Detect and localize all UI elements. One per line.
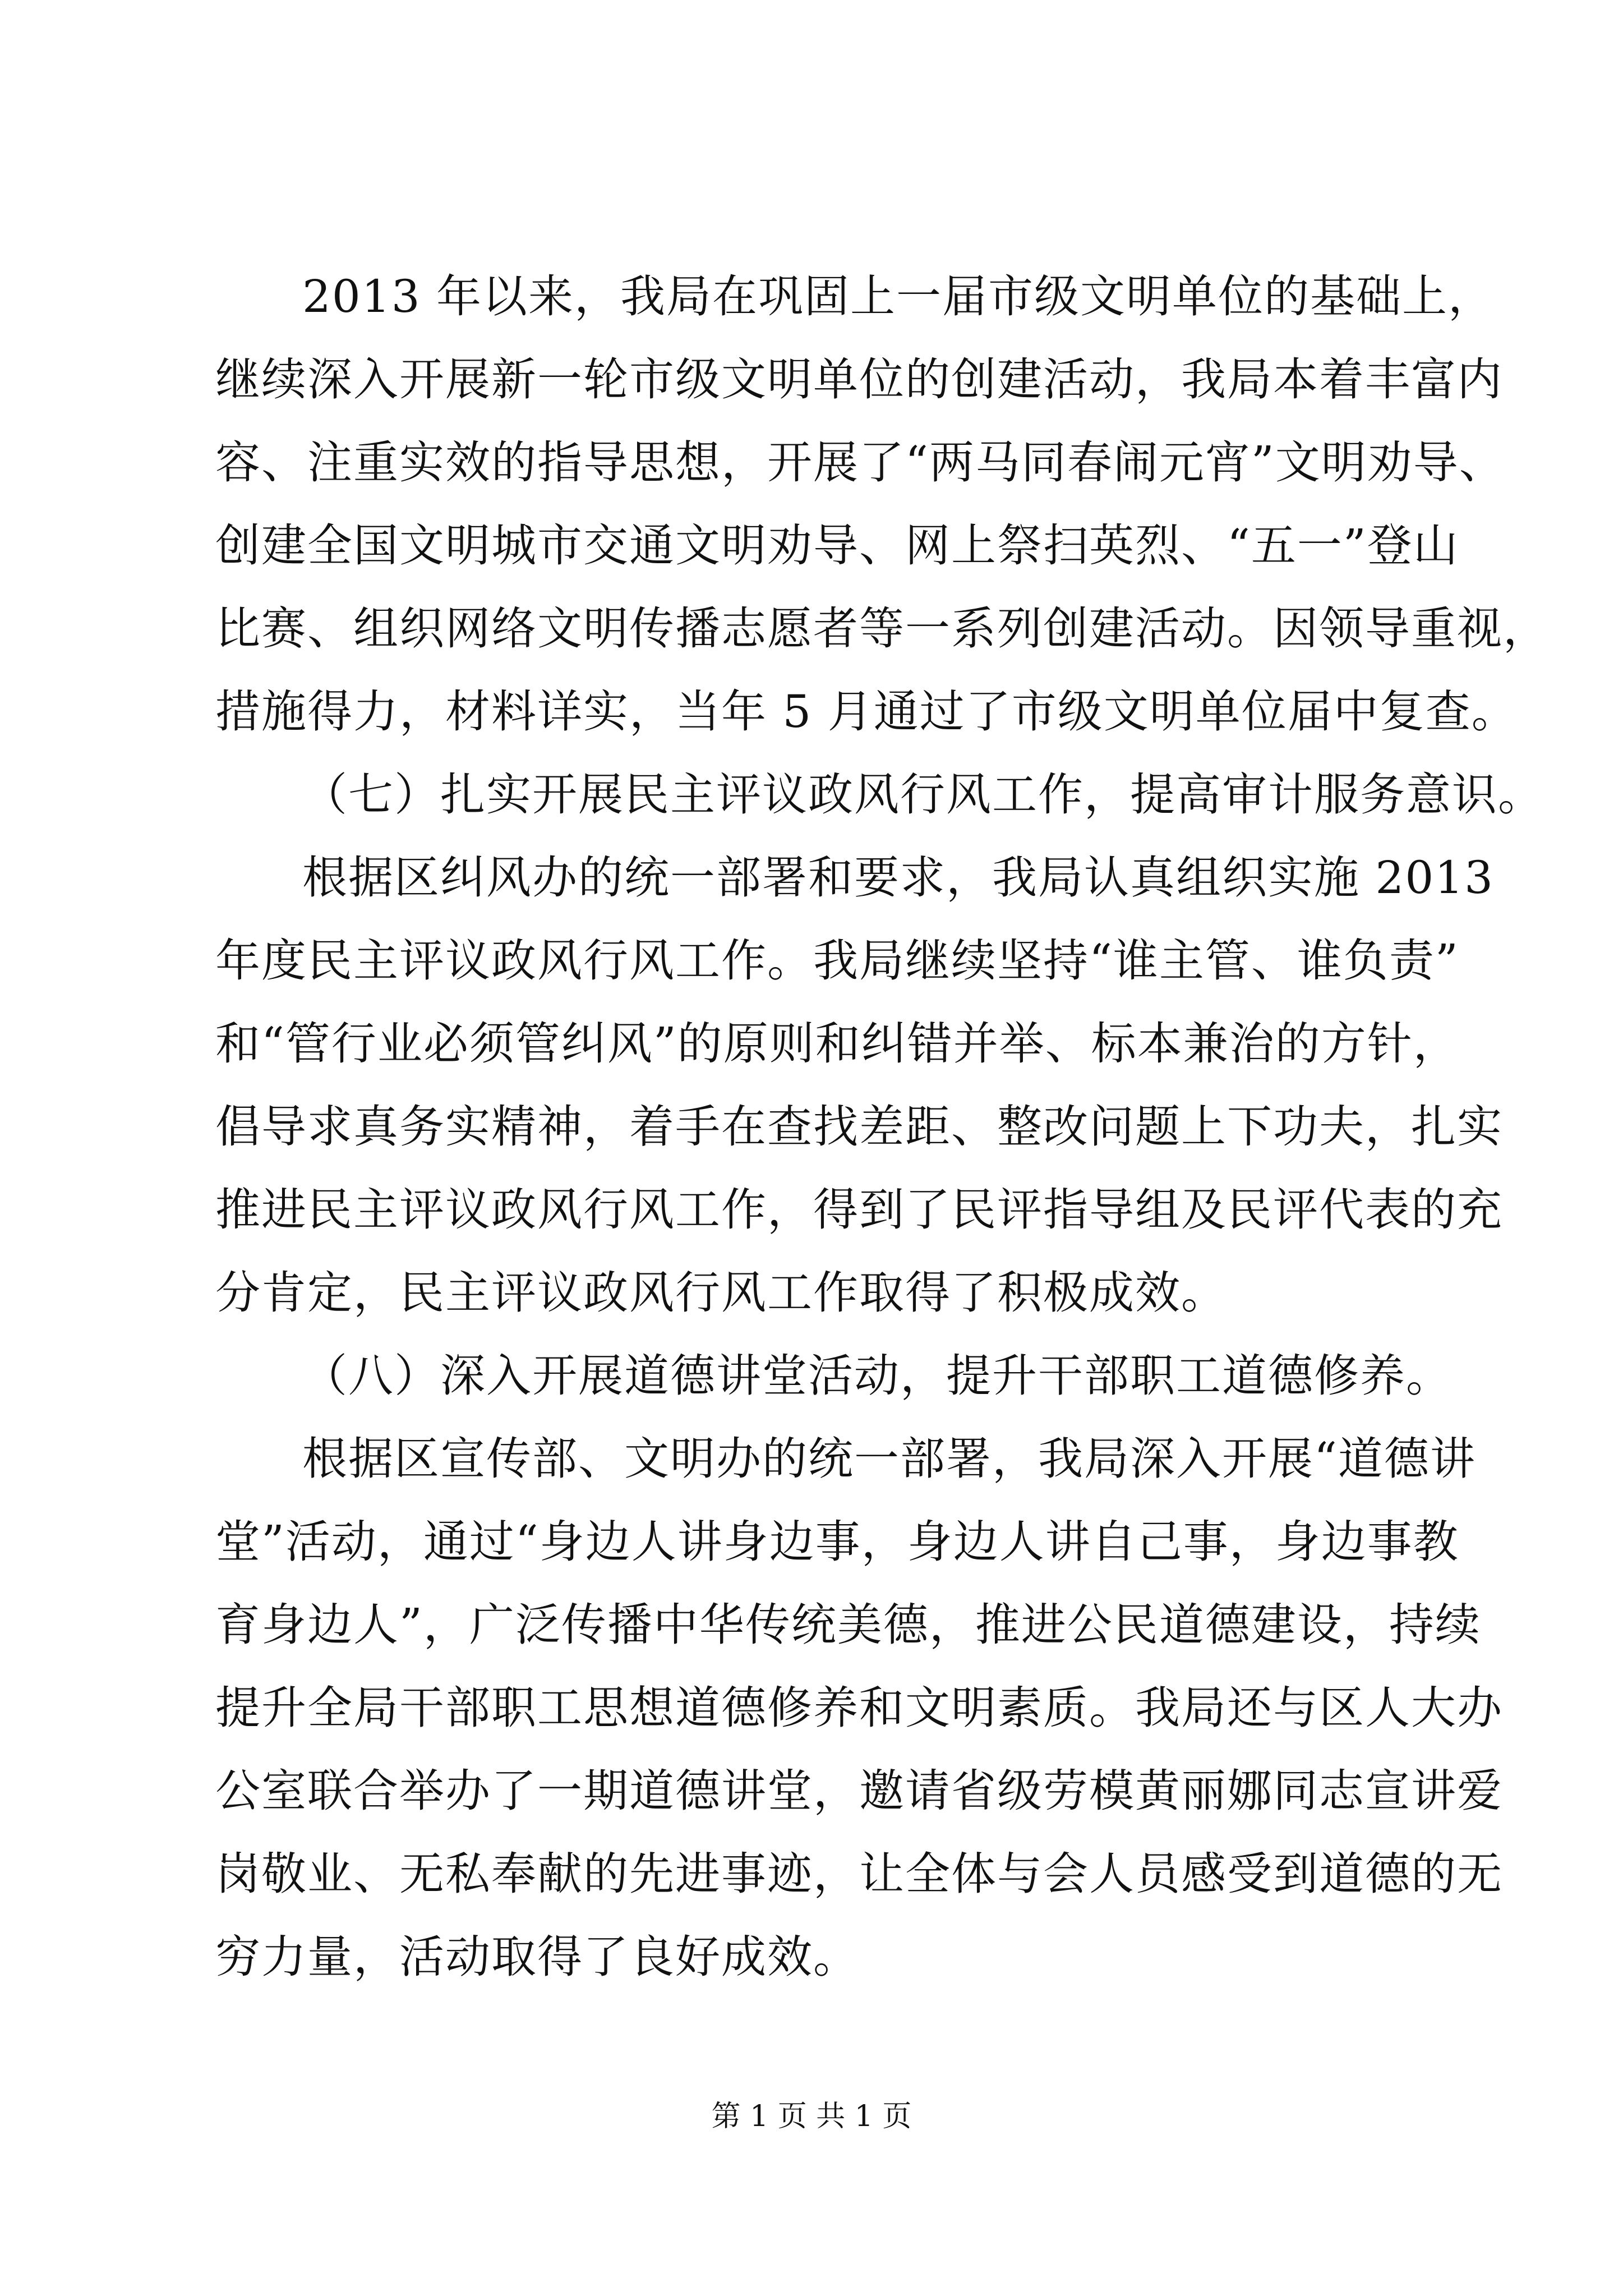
text-line: 年度民主评议政风行风工作。我局继续坚持“谁主管、谁负责”	[215, 935, 1459, 987]
text-line: 2013 年以来，我局在巩固上一届市级文明单位的基础上，	[302, 270, 1495, 323]
text-line: 提升全局干部职工思想道德修养和文明素质。我局还与区人大办	[215, 1682, 1503, 1734]
text-line: 堂”活动，通过“身边人讲身边事，身边人讲自己事，身边事教	[215, 1516, 1459, 1568]
text-line: 穷力量，活动取得了良好成效。	[215, 1931, 859, 1983]
document-body	[215, 255, 1549, 1999]
section-heading: （八）深入开展道德讲堂活动，提升干部职工道德修养。	[302, 1350, 1452, 1402]
text-line: 和“管行业必须管纠风”的原则和纠错并举、标本兼治的方针，	[215, 1018, 1459, 1070]
page-number-footer: 第 1 页 共 1 页	[711, 2100, 912, 2133]
text-line: 倡导求真务实精神，着手在查找差距、整改问题上下功夫，扎实	[215, 1101, 1503, 1153]
text-line: 创建全国文明城市交通文明劝导、网上祭扫英烈、“五一”登山	[215, 519, 1459, 572]
text-line: 根据区宣传部、文明办的统一部署，我局深入开展“道德讲	[302, 1433, 1476, 1485]
text-line: 岗敬业、无私奉献的先进事迹，让全体与会人员感受到道德的无	[215, 1848, 1503, 1900]
text-line: 推进民主评议政风行风工作，得到了民评指导组及民评代表的充	[215, 1184, 1503, 1236]
text-line: 根据区纠风办的统一部署和要求，我局认真组织实施 2013	[302, 852, 1495, 904]
text-line: 容、注重实效的指导思想，开展了“两马同春闹元宵”文明劝导、	[215, 436, 1505, 489]
text-line: 继续深入开展新一轮市级文明单位的创建活动，我局本着丰富内	[215, 353, 1503, 406]
text-line: 分肯定，民主评议政风行风工作取得了积极成效。	[215, 1267, 1227, 1319]
text-line: 比赛、组织网络文明传播志愿者等一系列创建活动。因领导重视，	[215, 602, 1549, 655]
text-line: 育身边人”，广泛传播中华传统美德，推进公民道德建设，持续	[215, 1599, 1481, 1651]
text-line: 公室联合举办了一期道德讲堂，邀请省级劳模黄丽娜同志宣讲爱	[215, 1765, 1503, 1817]
section-heading: （七）扎实开展民主评议政风行风工作，提高审计服务意识。	[302, 769, 1544, 821]
text-line: 措施得力，材料详实，当年 5 月通过了市级文明单位届中复查。	[215, 685, 1518, 738]
